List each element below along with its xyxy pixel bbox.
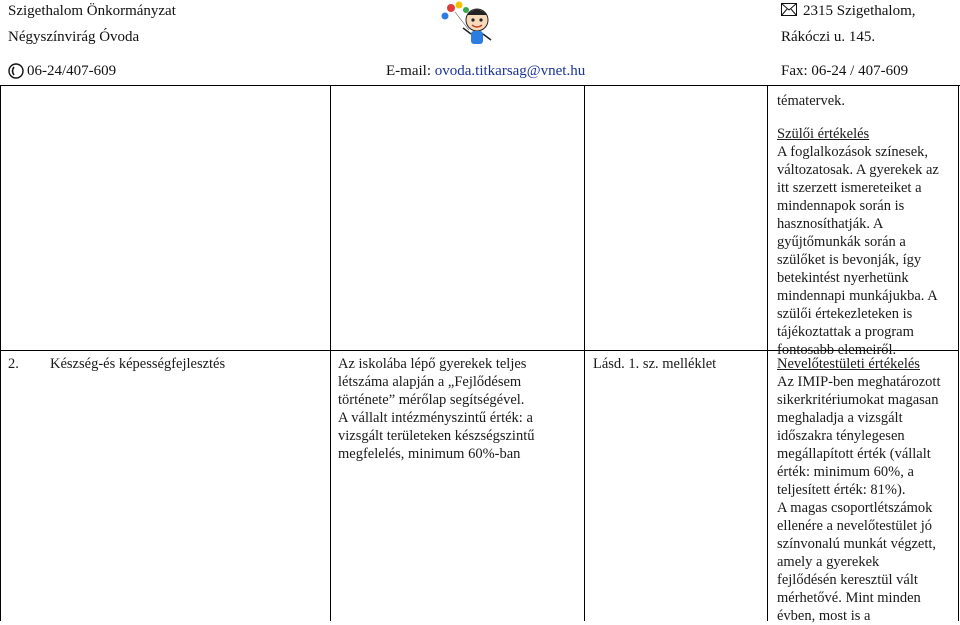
parent-evaluation-line: változatosak. A gyerekek az: [777, 162, 939, 178]
staff-evaluation-line: sikerkritériumokat magasan: [777, 392, 939, 408]
address-line-2: Rákóczi u. 145.: [781, 29, 876, 45]
kindergarten-logo: [433, 0, 495, 48]
header-rule: [0, 85, 960, 86]
description-line: megfelelés, minimum 60%-ban: [338, 446, 521, 462]
parent-evaluation-line: tájékoztattak a program: [777, 324, 914, 340]
description-line: vizsgált területeken készségszintű: [338, 428, 535, 444]
email-line: [386, 62, 585, 80]
school-name: Négyszínvirág Óvoda: [8, 29, 140, 45]
staff-evaluation: [777, 355, 957, 625]
parent-evaluation-line: itt szerzett ismereteiket a: [777, 180, 922, 196]
parent-evaluation-line: betekintést nyerhetünk: [777, 270, 909, 286]
fax-number: Fax: 06-24 / 407-609: [781, 63, 909, 79]
table-divider-2: [584, 86, 585, 621]
staff-evaluation-line: évben, most is a: [777, 608, 871, 624]
staff-evaluation-title: Nevelőtestületi értékelés: [777, 356, 920, 372]
description-line: Az iskolába lépő gyerekek teljes: [338, 356, 527, 372]
staff-evaluation-line: időszakra ténylegesen: [777, 428, 905, 444]
table-divider-3: [767, 86, 768, 621]
attachment-reference: Lásd. 1. sz. melléklet: [593, 356, 717, 372]
parent-evaluation-line: szülői értekezleteken is: [777, 306, 913, 322]
org-name: Szigethalom Önkormányzat: [8, 3, 176, 19]
parent-evaluation-line: gyűjtőmunkák során a: [777, 234, 906, 250]
staff-evaluation-line: Az IMIP-ben meghatározott: [777, 374, 941, 390]
description-line: létszáma alapján a „Fejlődésem: [338, 374, 522, 390]
parent-evaluation-line: mindennapok során is: [777, 198, 905, 214]
row-number: 2.: [8, 356, 19, 372]
staff-evaluation-line: mérhetővé. Mint minden: [777, 590, 921, 606]
parent-evaluation-line: A foglalkozások színesek,: [777, 144, 929, 160]
staff-evaluation-line: amely a gyerekek: [777, 554, 880, 570]
parent-evaluation-line: hasznosíthatják. A: [777, 216, 884, 232]
phone-number: 06-24/407-609: [27, 63, 117, 79]
staff-evaluation-line: meghaladja a vizsgált: [777, 410, 903, 426]
staff-evaluation-line: megállapított érték (vállalt: [777, 446, 931, 462]
parent-evaluation-line: fontosabb elemeiről.: [777, 342, 897, 358]
parent-evaluation-line: mindennapi munkájukba. A: [777, 288, 938, 304]
table-border-right: [958, 86, 959, 621]
parent-evaluation-line: szülőket is bevonják, így: [777, 252, 922, 268]
email-link[interactable]: ovoda.titkarsag@vnet.hu: [434, 63, 586, 79]
table-divider-1: [330, 86, 331, 621]
address-line-1: 2315 Szigethalom,: [803, 3, 916, 19]
staff-evaluation-line: fejlődésén keresztül vált: [777, 572, 918, 588]
description-line: története” mérőlap segítségével.: [338, 392, 525, 408]
parent-evaluation-title: Szülői értékelés: [777, 126, 870, 142]
previous-row-tail: tématervek.: [777, 93, 846, 109]
table-border-left: [0, 86, 1, 621]
email-label: E-mail:: [386, 63, 435, 79]
staff-evaluation-line: színvonalú munkát végzett,: [777, 536, 937, 552]
parent-evaluation: [777, 125, 957, 359]
staff-evaluation-line: A magas csoportlétszámok: [777, 500, 933, 516]
staff-evaluation-line: ellenére a nevelőtestület jó: [777, 518, 932, 534]
phone-icon: [8, 63, 24, 84]
envelope-icon: [781, 3, 797, 21]
row-description: [338, 355, 582, 463]
staff-evaluation-line: érték: minimum 60%, a: [777, 464, 914, 480]
staff-evaluation-line: teljesített érték: 81%).: [777, 482, 906, 498]
description-line: A vállalt intézményszintű érték: a: [338, 410, 533, 426]
row-topic: Készség-és képességfejlesztés: [50, 356, 226, 372]
